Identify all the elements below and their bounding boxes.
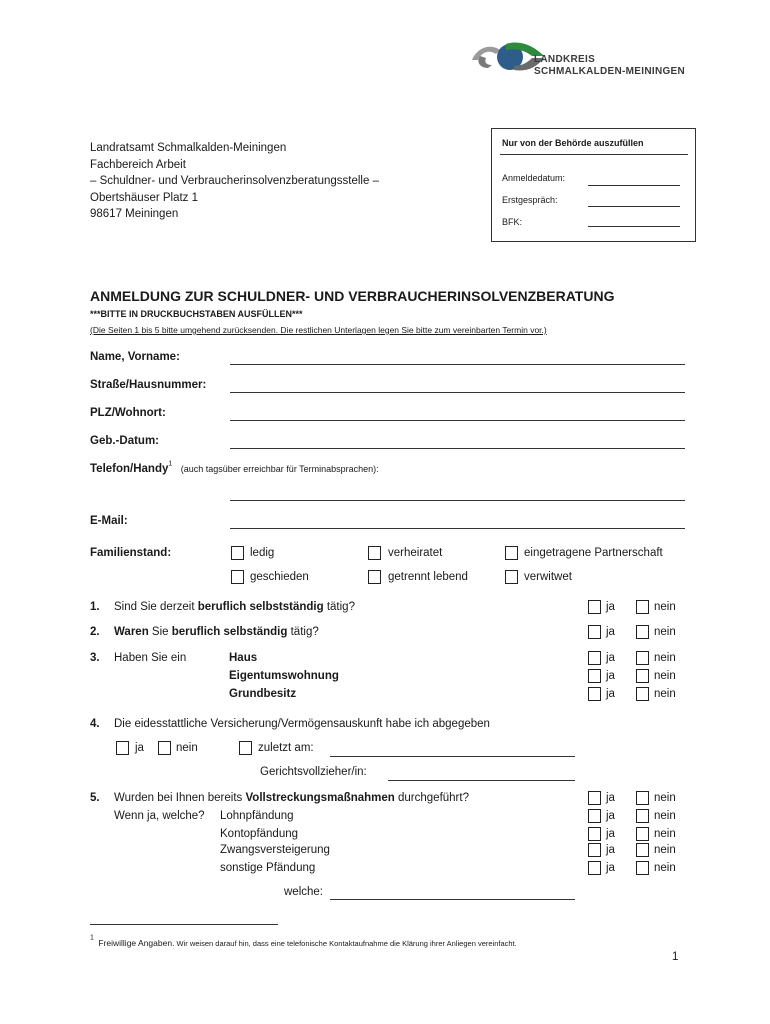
authority-box	[491, 128, 696, 242]
no-label: nein	[654, 601, 676, 613]
q4-no-checkbox[interactable]	[158, 741, 171, 755]
phone-label: Telefon/Handy	[90, 463, 169, 475]
yes-label: ja	[606, 601, 615, 613]
q4-yes-checkbox[interactable]	[116, 741, 129, 755]
q3-haus-yes-checkbox[interactable]	[588, 651, 601, 665]
question-number: 2.	[90, 626, 100, 638]
question-number: 1.	[90, 601, 100, 613]
checkbox-geschieden[interactable]	[231, 570, 244, 584]
divider	[500, 154, 688, 155]
no-label: nein	[654, 626, 676, 638]
q5-lohn-yes-checkbox[interactable]	[588, 809, 601, 823]
question-4-text: Die eidesstattliche Versicherung/Vermögensauskunft habe ich abgegeben	[114, 718, 490, 730]
yes-label: ja	[606, 670, 615, 682]
question-3-text: Haben Sie ein	[114, 652, 187, 664]
q5-zwang-no-checkbox[interactable]	[636, 843, 649, 857]
logo	[470, 38, 710, 78]
checkbox-partnerschaft[interactable]	[505, 546, 518, 560]
yes-label: ja	[606, 688, 615, 700]
phone-label-row	[90, 459, 379, 477]
q5-lohn-no-checkbox[interactable]	[636, 809, 649, 823]
q5-item-lohn: Lohnpfändung	[220, 810, 294, 822]
footnote-text: Wir weisen darauf hin, dass eine telefonische Kontaktaufnahme die Klärung ihrer Anliegen vereinfacht.	[174, 939, 517, 948]
q4-last-date-field[interactable]	[330, 756, 575, 757]
checkbox-ledig[interactable]	[231, 546, 244, 560]
q1-text: Sind Sie derzeit	[114, 601, 198, 613]
q5-pre: Wurden bei Ihnen bereits	[114, 792, 246, 804]
yes-label: ja	[606, 828, 615, 840]
q3-item-eigentumswohnung: Eigentumswohnung	[229, 670, 339, 682]
option-verwitwet: verwitwet	[524, 571, 572, 583]
q1-post: tätig?	[323, 601, 355, 613]
q4-last-checkbox[interactable]	[239, 741, 252, 755]
q3-grund-no-checkbox[interactable]	[636, 687, 649, 701]
q2-bold1: Waren	[114, 626, 149, 638]
logo-line1: LANDKREIS	[534, 54, 596, 65]
yes-label: ja	[606, 792, 615, 804]
q5-item-sonstige: sonstige Pfändung	[220, 862, 316, 874]
yes-label: ja	[606, 810, 615, 822]
q5-konto-yes-checkbox[interactable]	[588, 827, 601, 841]
q5-no-checkbox[interactable]	[636, 791, 649, 805]
authority-box-title: Nur von der Behörde auszufüllen	[502, 138, 644, 148]
checkbox-verheiratet[interactable]	[368, 546, 381, 560]
option-partnerschaft: eingetragene Partnerschaft	[524, 547, 663, 559]
yes-label: ja	[606, 626, 615, 638]
street-field[interactable]	[230, 392, 685, 393]
no-label: nein	[654, 652, 676, 664]
q5-yes-checkbox[interactable]	[588, 791, 601, 805]
q3-wohnung-no-checkbox[interactable]	[636, 669, 649, 683]
q3-wohnung-yes-checkbox[interactable]	[588, 669, 601, 683]
q4-yes-label: ja	[135, 742, 144, 754]
yes-label: ja	[606, 862, 615, 874]
no-label: nein	[654, 670, 676, 682]
q2-bold2: beruflich selbständig	[171, 626, 288, 638]
q1-bold: beruflich selbstständig	[197, 601, 324, 613]
street-label: Straße/Hausnummer:	[90, 379, 207, 391]
q5-sonstige-yes-checkbox[interactable]	[588, 861, 601, 875]
email-field[interactable]	[230, 528, 685, 529]
registration-date-field[interactable]	[588, 185, 680, 186]
q2-mid: Sie	[148, 626, 172, 638]
bfk-label: BFK:	[502, 217, 523, 227]
email-label: E-Mail:	[90, 515, 128, 527]
marital-label: Familienstand:	[90, 547, 172, 559]
q4-last-label: zuletzt am:	[258, 742, 314, 754]
checkbox-verwitwet[interactable]	[505, 570, 518, 584]
no-label: nein	[654, 688, 676, 700]
phone-footnote-ref: 1	[168, 460, 173, 468]
no-label: nein	[654, 810, 676, 822]
q3-item-haus: Haus	[229, 652, 258, 664]
q4-bailiff-label: Gerichtsvollzieher/in:	[260, 766, 367, 778]
option-geschieden: geschieden	[250, 571, 309, 583]
bfk-field[interactable]	[588, 226, 680, 227]
q1-yes-checkbox[interactable]	[588, 600, 601, 614]
q5-welche-field[interactable]	[330, 899, 575, 900]
address-line: 98617 Meiningen	[90, 208, 179, 220]
phone-note: (auch tagsüber erreichbar für Terminabsprachen):	[180, 464, 379, 474]
question-number: 4.	[90, 718, 100, 730]
footnote-number: 1	[90, 934, 94, 942]
phone-field[interactable]	[230, 500, 685, 501]
logo-line2: SCHMALKALDEN-MEININGEN	[534, 66, 686, 77]
checkbox-getrennt[interactable]	[368, 570, 381, 584]
q5-zwang-yes-checkbox[interactable]	[588, 843, 601, 857]
option-ledig: ledig	[250, 547, 275, 559]
question-1	[114, 601, 355, 613]
q3-item-grundbesitz: Grundbesitz	[229, 688, 297, 700]
option-getrennt: getrennt lebend	[388, 571, 468, 583]
q2-yes-checkbox[interactable]	[588, 625, 601, 639]
question-2	[114, 626, 319, 638]
q2-no-checkbox[interactable]	[636, 625, 649, 639]
form-subtitle: ***BITTE IN DRUCKBUCHSTABEN AUSFÜLLEN***	[90, 309, 303, 319]
address-line: Fachbereich Arbeit	[90, 158, 186, 171]
footnote-lead: Freiwillige Angaben.	[98, 938, 175, 948]
dob-field[interactable]	[230, 448, 685, 449]
yes-label: ja	[606, 844, 615, 856]
footnote	[90, 933, 517, 951]
q5-welche-label: welche:	[284, 886, 323, 898]
form-title: ANMELDUNG ZUR SCHULDNER- UND VERBRAUCHERINSOLVENZBERATUNG	[90, 288, 615, 304]
question-number: 3.	[90, 652, 100, 664]
q4-bailiff-field[interactable]	[388, 780, 575, 781]
q5-sonstige-no-checkbox[interactable]	[636, 861, 649, 875]
q3-grund-yes-checkbox[interactable]	[588, 687, 601, 701]
option-verheiratet: verheiratet	[388, 547, 443, 559]
q5-bold: Vollstreckungsmaßnahmen	[245, 792, 395, 804]
q5-item-konto: Kontopfändung	[220, 828, 299, 840]
name-field[interactable]	[230, 364, 685, 365]
plz-label: PLZ/Wohnort:	[90, 407, 166, 419]
no-label: nein	[654, 828, 676, 840]
question-5	[114, 792, 469, 804]
q4-no-label: nein	[176, 742, 198, 754]
q5-which-label: Wenn ja, welche?	[114, 810, 205, 822]
footnote-divider	[90, 924, 278, 925]
first-meeting-label: Erstgespräch:	[502, 195, 558, 205]
page-number: 1	[672, 951, 679, 963]
form-note: (Die Seiten 1 bis 5 bitte umgehend zurücksenden. Die restlichen Unterlagen legen Sie bitte zum vereinbarten Termin vor.)	[90, 325, 547, 335]
q3-haus-no-checkbox[interactable]	[636, 651, 649, 665]
q2-post: tätig?	[287, 626, 319, 638]
address-block	[90, 140, 379, 223]
address-line: Landratsamt Schmalkalden-Meiningen	[90, 142, 287, 154]
dob-label: Geb.-Datum:	[90, 435, 159, 447]
name-label: Name, Vorname:	[90, 351, 180, 363]
first-meeting-field[interactable]	[588, 206, 680, 207]
no-label: nein	[654, 792, 676, 804]
q5-post: durchgeführt?	[394, 792, 469, 804]
plz-field[interactable]	[230, 420, 685, 421]
registration-date-label: Anmeldedatum:	[502, 173, 566, 183]
address-line: – Schuldner- und Verbraucherinsolvenzberatungsstelle –	[90, 175, 379, 187]
question-number: 5.	[90, 792, 100, 804]
no-label: nein	[654, 844, 676, 856]
address-line: Obertshäuser Platz 1	[90, 191, 199, 204]
q5-item-zwangsversteigerung: Zwangsversteigerung	[220, 844, 330, 856]
yes-label: ja	[606, 652, 615, 664]
q1-no-checkbox[interactable]	[636, 600, 649, 614]
no-label: nein	[654, 862, 676, 874]
q5-konto-no-checkbox[interactable]	[636, 827, 649, 841]
